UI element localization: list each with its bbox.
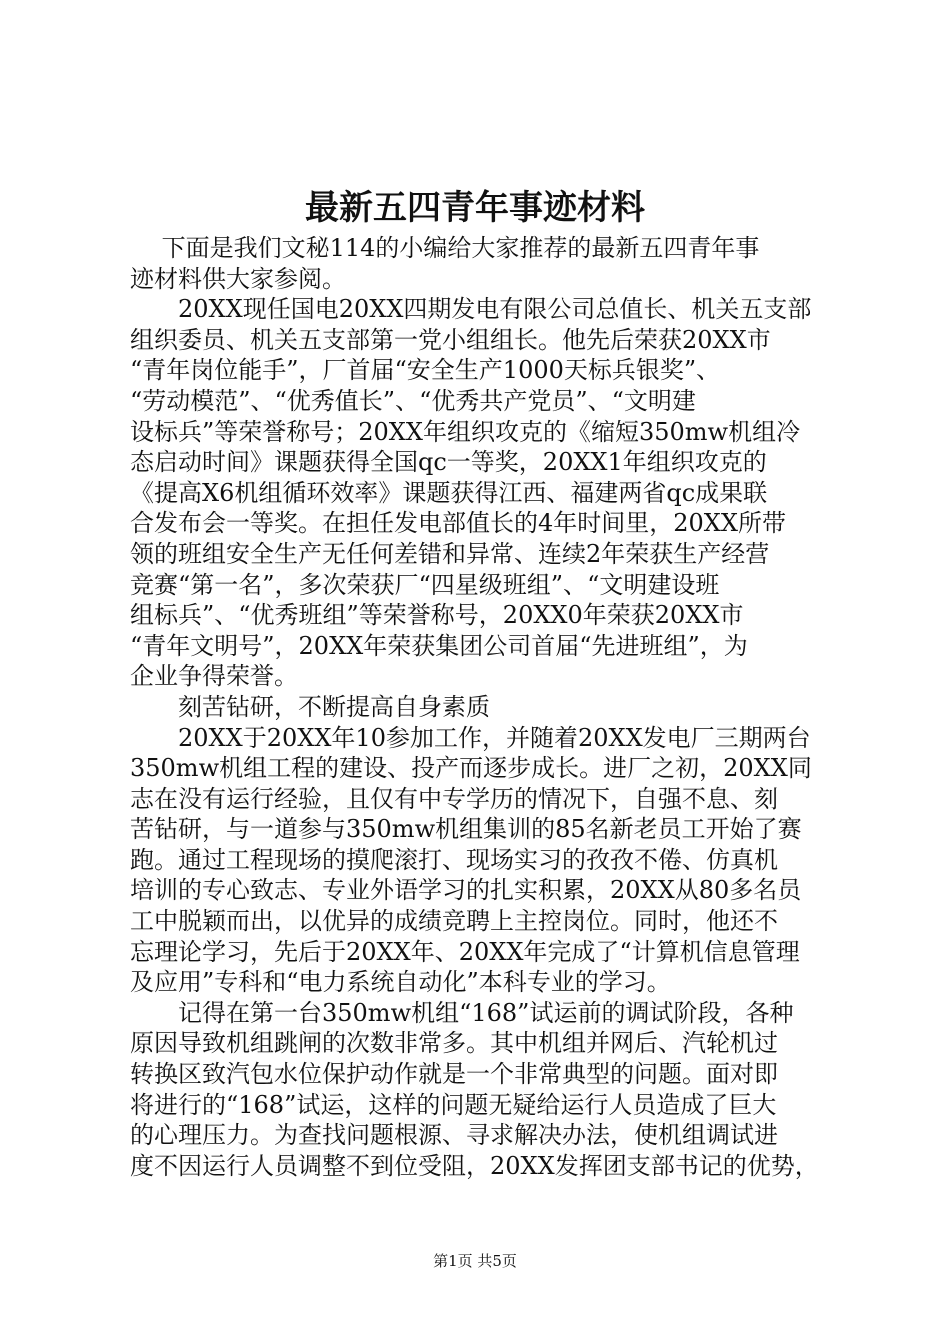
text-line: 态启动时间》课题获得全国qc一等奖，20XX1年组织攻克的 xyxy=(130,448,767,477)
text-line: 设标兵”等荣誉称号；20XX年组织攻克的《缩短350mw机组冷 xyxy=(130,417,801,446)
text-line: 的心理压力。为查找问题根源、寻求解决办法，使机组调试进 xyxy=(130,1121,778,1150)
text-line: 及应用”专科和“电力系统自动化”本科专业的学习。 xyxy=(130,968,671,997)
text-line: 苦钻研，与一道参与350mw机组集训的85名新老员工开始了赛 xyxy=(130,815,802,844)
text-line: 领的班组安全生产无任何差错和异常、连续2年荣获生产经营 xyxy=(130,539,770,568)
text-line: 合发布会一等奖。在担任发电部值长的4年时间里，20XX所带 xyxy=(130,509,786,538)
text-line: 刻苦钻研，不断提高自身素质 xyxy=(130,692,490,721)
document-body xyxy=(130,233,830,1181)
text-line: “劳动模范”、“优秀值长”、“优秀共产党员”、“文明建 xyxy=(130,386,696,415)
text-line: 《提高X6机组循环效率》课题获得江西、福建两省qc成果联 xyxy=(130,478,768,507)
text-line: 忘理论学习，先后于20XX年、20XX年完成了“计算机信息管理 xyxy=(130,937,800,966)
text-line: 志在没有运行经验，且仅有中专学历的情况下，自强不息、刻 xyxy=(130,784,778,813)
text-line: 20XX于20XX年10参加工作，并随着20XX发电厂三期两台 xyxy=(130,723,811,752)
document-title: 最新五四青年事迹材料 xyxy=(305,188,645,228)
text-line: “青年文明号”，20XX年荣获集团公司首届“先进班组”，为 xyxy=(130,631,748,660)
text-line: 组织委员、机关五支部第一党小组组长。他先后荣获20XX市 xyxy=(130,325,771,354)
text-line: 跑。通过工程现场的摸爬滚打、现场实习的孜孜不倦、仿真机 xyxy=(130,845,778,874)
text-line: 转换区致汽包水位保护动作就是一个非常典型的问题。面对即 xyxy=(130,1060,778,1089)
text-line: 培训的专心致志、专业外语学习的扎实积累，20XX从80多名员 xyxy=(130,876,802,905)
page-footer: 第1页 共5页 xyxy=(433,1252,517,1270)
text-line: 将进行的“168”试运，这样的问题无疑给运行人员造成了巨大 xyxy=(130,1090,777,1119)
text-line: 原因导致机组跳闸的次数非常多。其中机组并网后、汽轮机过 xyxy=(130,1029,778,1058)
text-line: 下面是我们文秘114的小编给大家推荐的最新五四青年事 xyxy=(130,234,760,262)
text-line: 企业争得荣誉。 xyxy=(130,662,298,691)
text-line: 20XX现任国电20XX四期发电有限公司总值长、机关五支部 xyxy=(130,295,812,324)
text-line: 350mw机组工程的建设、投产而逐步成长。进厂之初，20XX同 xyxy=(130,754,812,783)
text-line: 迹材料供大家参阅。 xyxy=(130,264,346,293)
text-line: 组标兵”、“优秀班组”等荣誉称号，20XX0年荣获20XX市 xyxy=(130,601,744,630)
text-line: 竞赛“第一名”，多次荣获厂“四星级班组”、“文明建设班 xyxy=(130,570,720,599)
text-line: 工中脱颖而出，以优异的成绩竞聘上主控岗位。同时，他还不 xyxy=(130,907,778,936)
text-line: 度不因运行人员调整不到位受阻，20XX发挥团支部书记的优势， xyxy=(130,1151,819,1180)
text-line: “青年岗位能手”，厂首届“安全生产1000天标兵银奖”、 xyxy=(130,356,721,385)
text-line: 记得在第一台350mw机组“168”试运前的调试阶段，各种 xyxy=(130,998,794,1027)
